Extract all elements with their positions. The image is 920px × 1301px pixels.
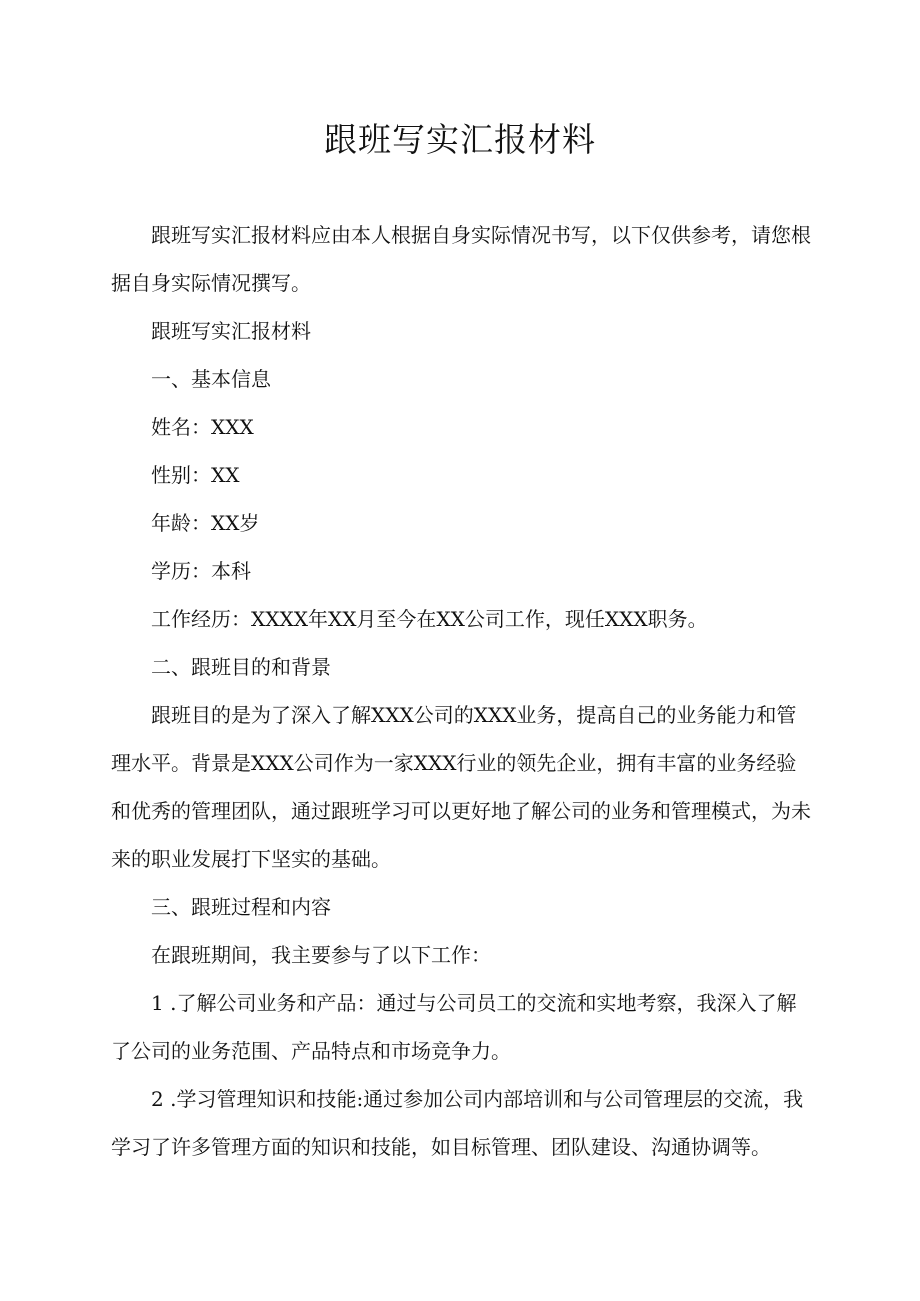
- document-body: [111, 211, 811, 1171]
- document-title: 跟班写实汇报材料: [324, 120, 596, 159]
- section-heading-process: 三、跟班过程和内容: [151, 895, 331, 919]
- list-item-2: 2 .学习管理知识和技能:通过参加公司内部培训和与公司管理层的交流，我学习了许多管理方面的知识和技能，如目标管理、团队建设、沟通协调等。: [111, 1087, 804, 1159]
- process-intro: 在跟班期间，我主要参与了以下工作：: [151, 943, 491, 967]
- section-heading-purpose: 二、跟班目的和背景: [151, 655, 331, 679]
- sub-title: 跟班写实汇报材料: [151, 319, 311, 343]
- list-item-1: 1 .了解公司业务和产品：通过与公司员工的交流和实地考察，我深入了解了公司的业务范围、产品特点和市场竞争力。: [111, 991, 797, 1063]
- field-work-experience: 工作经历：XXXX年XX月至今在XX公司工作，现任XXX职务。: [151, 607, 708, 631]
- field-name: 姓名：XXX: [151, 415, 254, 439]
- purpose-paragraph: 跟班目的是为了深入了解XXX公司的XXX业务，提高自己的业务能力和管理水平。背景是XXX公司作为一家XXX行业的领先企业，拥有丰富的业务经验和优秀的管理团队，通过跟班学习可以更好地了解公司的业务和管理模式，为未来的职业发展打下坚实的基础。: [111, 703, 811, 871]
- section-heading-basic-info: 一、基本信息: [151, 367, 271, 391]
- field-education: 学历：本科: [151, 559, 251, 583]
- field-age: 年龄：XX岁: [151, 511, 260, 535]
- intro-note: 跟班写实汇报材料应由本人根据自身实际情况书写，以下仅供参考，请您根据自身实际情况撰写。: [111, 223, 811, 295]
- field-gender: 性别：XX: [151, 463, 240, 487]
